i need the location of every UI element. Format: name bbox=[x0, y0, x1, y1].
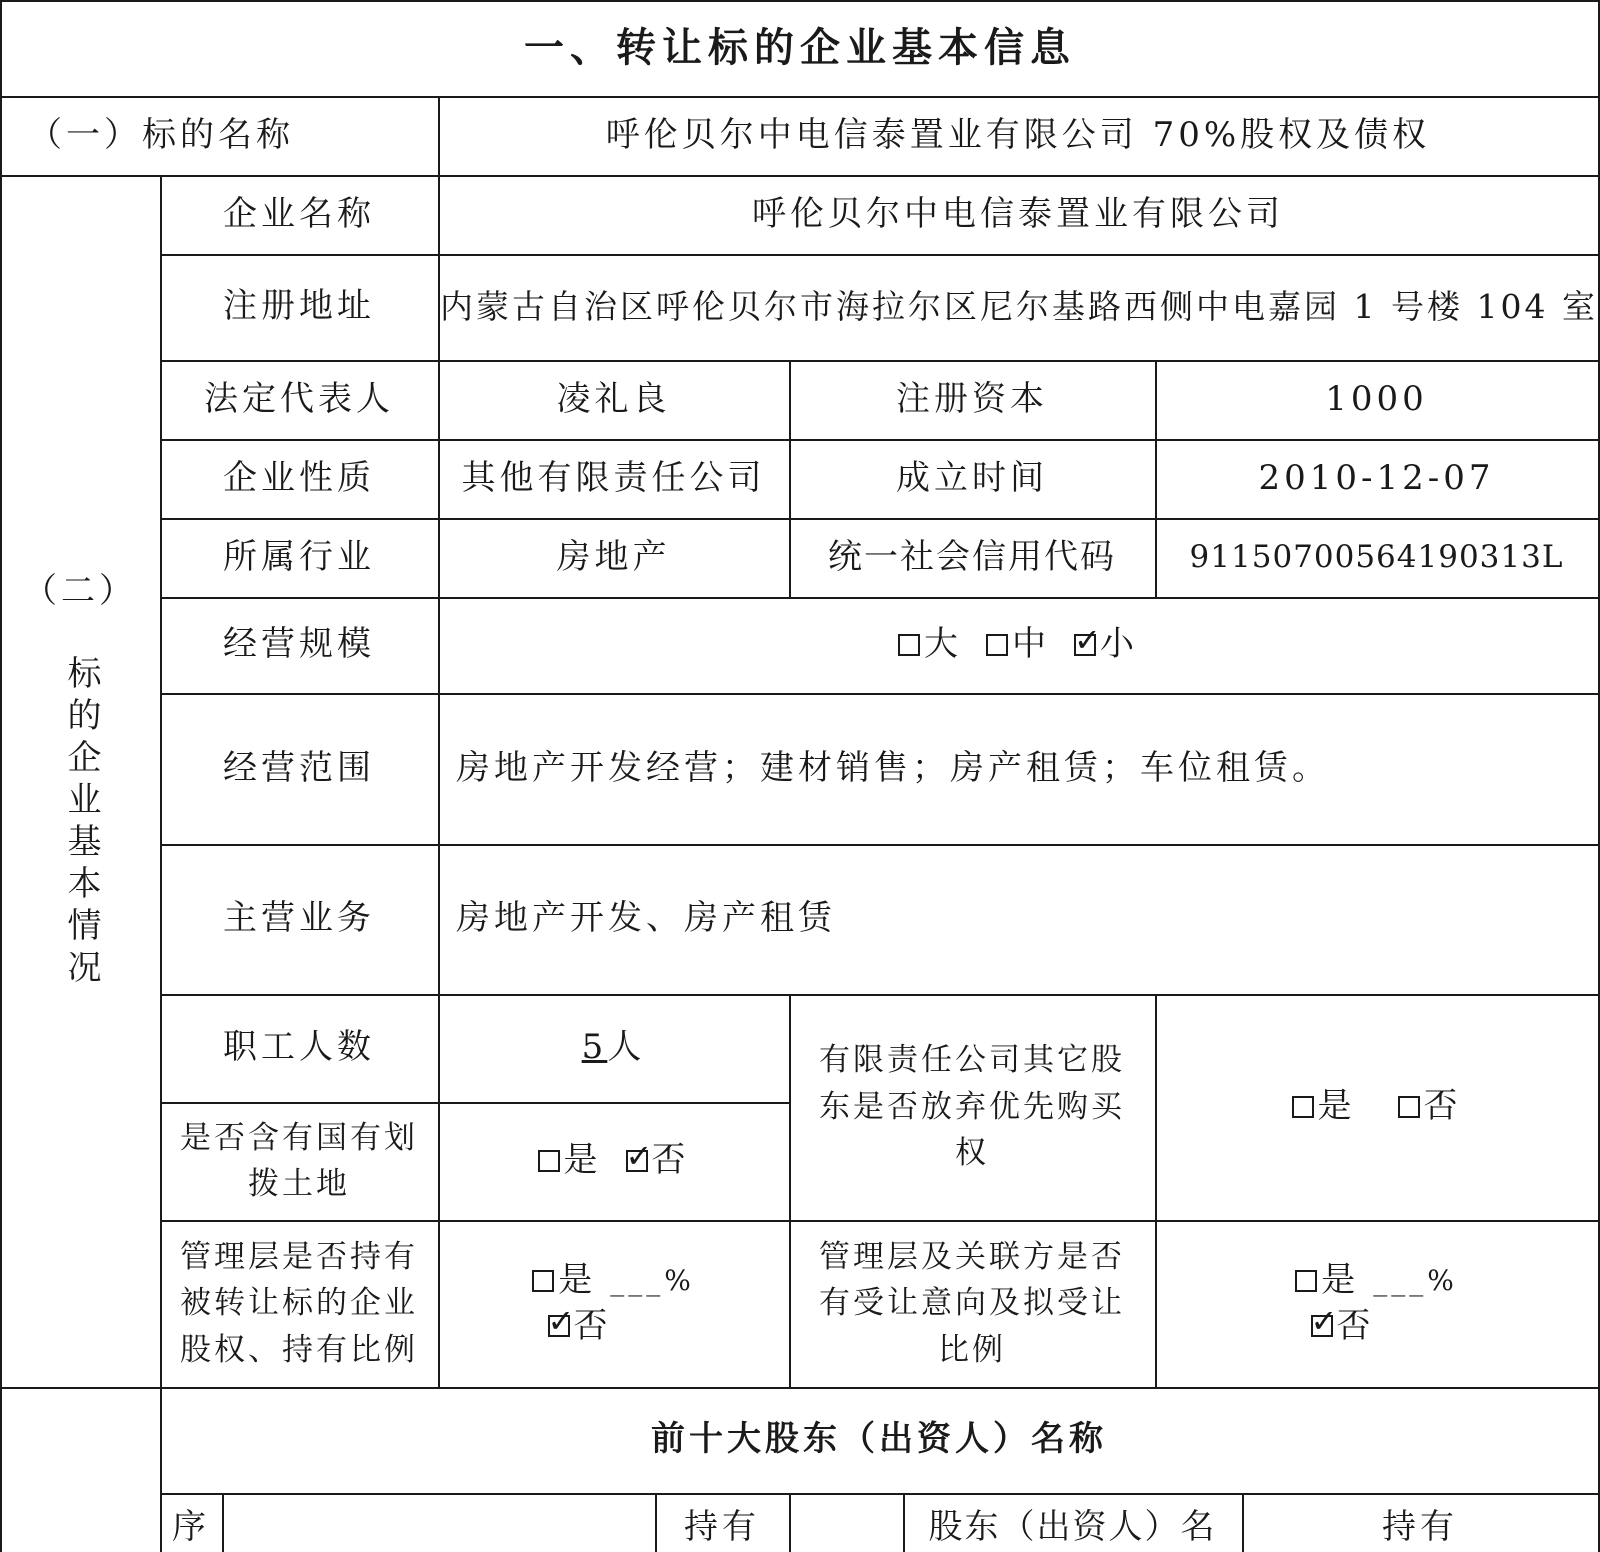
subject-value: 呼伦贝尔中电信泰置业有限公司 70%股权及债权 bbox=[605, 114, 1431, 155]
main-business-value: 房地产开发、房产租赁 bbox=[456, 898, 836, 939]
mgmt-intent-no-label: 否 bbox=[1336, 1305, 1375, 1346]
legal-rep-value: 凌礼良 bbox=[556, 378, 671, 419]
scale-option-medium[interactable] bbox=[986, 622, 1050, 668]
shareholders-title: 前十大股东（出资人）名称 bbox=[651, 1419, 1107, 1460]
checkbox-icon bbox=[1398, 1096, 1420, 1118]
mgmt-intent-label: 管理层及关联方是否有受让意向及拟受让比例 bbox=[819, 1238, 1125, 1368]
founded-label: 成立时间 bbox=[896, 457, 1048, 498]
checkbox-icon bbox=[1295, 1270, 1317, 1292]
founded-value: 2010-12-07 bbox=[1258, 457, 1495, 498]
scale-label: 经营规模 bbox=[223, 624, 375, 665]
mgmt-hold-options bbox=[438, 1220, 789, 1387]
company-name-label: 企业名称 bbox=[223, 193, 375, 234]
employees-unit: 人 bbox=[607, 1027, 646, 1068]
subject-label: （一）标的名称 bbox=[28, 114, 294, 155]
land-options bbox=[438, 1102, 789, 1220]
employees-label: 职工人数 bbox=[223, 1027, 375, 1068]
rule bbox=[789, 994, 791, 1387]
basic-side-number: （二） bbox=[23, 571, 137, 612]
mgmt-intent-yes[interactable] bbox=[1295, 1258, 1458, 1304]
shareholders-col-hold: 持有 bbox=[684, 1507, 760, 1547]
credit-code-value: 91150700564190313L bbox=[1189, 538, 1564, 575]
scale-option-label: 小 bbox=[1100, 624, 1138, 665]
checkbox-icon bbox=[532, 1270, 554, 1292]
industry-label: 所属行业 bbox=[223, 536, 375, 577]
mgmt-hold-yes-label: 是 bbox=[558, 1259, 597, 1300]
scope-value: 房地产开发经营；建材销售；房产租赁；车位租赁。 bbox=[456, 747, 1330, 788]
checkbox-icon bbox=[1292, 1096, 1314, 1118]
basic-side-text: 标的企业基本情况 bbox=[60, 654, 101, 991]
nature-label: 企业性质 bbox=[223, 457, 375, 498]
mgmt-hold-label: 管理层是否持有被转让标的企业股权、持有比例 bbox=[180, 1238, 418, 1368]
scale-option-label: 大 bbox=[924, 624, 962, 665]
capital-value: 1000 bbox=[1325, 378, 1428, 419]
checkbox-checked-icon bbox=[1311, 1315, 1333, 1337]
preempt-label: 有限责任公司其它股东是否放弃优先购买权 bbox=[819, 1042, 1125, 1172]
rule bbox=[789, 1493, 791, 1552]
mgmt-hold-yes[interactable] bbox=[532, 1258, 695, 1304]
mgmt-intent-pct: ___% bbox=[1373, 1263, 1458, 1297]
employees-value bbox=[438, 994, 789, 1102]
scale-option-label: 中 bbox=[1012, 624, 1050, 665]
checkbox-checked-icon bbox=[626, 1150, 648, 1172]
preempt-no[interactable] bbox=[1398, 1084, 1462, 1130]
rule bbox=[160, 1493, 1600, 1495]
checkbox-checked-icon bbox=[1074, 634, 1096, 656]
preempt-yes[interactable] bbox=[1292, 1084, 1356, 1130]
shareholders-col-hold2: 持有 bbox=[1382, 1507, 1458, 1547]
shareholders-col-name: 股东（出资人）名 bbox=[928, 1507, 1217, 1547]
basic-side-label bbox=[0, 520, 160, 1040]
checkbox-icon bbox=[898, 634, 920, 656]
land-label: 是否含有国有划拨土地 bbox=[180, 1119, 418, 1202]
main-business-label: 主营业务 bbox=[223, 898, 375, 939]
mgmt-intent-options bbox=[1155, 1220, 1598, 1387]
checkbox-icon bbox=[986, 634, 1008, 656]
section-title: 一、转让标的企业基本信息 bbox=[524, 24, 1076, 71]
scale-option-large[interactable] bbox=[898, 622, 962, 668]
preempt-no-label: 否 bbox=[1423, 1086, 1462, 1127]
mgmt-intent-no[interactable] bbox=[1311, 1304, 1375, 1350]
credit-code-label: 统一社会信用代码 bbox=[828, 536, 1116, 577]
mgmt-hold-no[interactable] bbox=[548, 1304, 612, 1350]
preempt-options bbox=[1155, 994, 1598, 1220]
address-label: 注册地址 bbox=[223, 286, 375, 327]
company-name-value: 呼伦贝尔中电信泰置业有限公司 bbox=[752, 193, 1284, 234]
legal-rep-label: 法定代表人 bbox=[204, 378, 394, 419]
address-value: 内蒙古自治区呼伦贝尔市海拉尔区尼尔基路西侧中电嘉园 1 号楼 104 室 bbox=[440, 286, 1598, 326]
mgmt-hold-pct: ___% bbox=[610, 1263, 695, 1297]
land-no[interactable] bbox=[626, 1138, 690, 1184]
scope-label: 经营范围 bbox=[223, 747, 375, 788]
checkbox-icon bbox=[538, 1150, 560, 1172]
shareholders-col-index: 序 bbox=[172, 1507, 210, 1547]
preempt-yes-label: 是 bbox=[1317, 1086, 1356, 1127]
checkbox-checked-icon bbox=[548, 1315, 570, 1337]
land-yes[interactable] bbox=[538, 1138, 602, 1184]
capital-label: 注册资本 bbox=[896, 378, 1048, 419]
industry-value: 房地产 bbox=[556, 536, 671, 577]
mgmt-intent-yes-label: 是 bbox=[1321, 1259, 1360, 1300]
employees-number: 5 bbox=[581, 1027, 608, 1068]
rule bbox=[222, 1493, 224, 1552]
land-no-label: 否 bbox=[651, 1140, 690, 1181]
nature-value: 其他有限责任公司 bbox=[461, 457, 766, 498]
mgmt-hold-no-label: 否 bbox=[573, 1305, 612, 1346]
scale-options bbox=[438, 597, 1598, 693]
land-yes-label: 是 bbox=[563, 1140, 602, 1181]
scale-option-small[interactable] bbox=[1074, 622, 1138, 668]
